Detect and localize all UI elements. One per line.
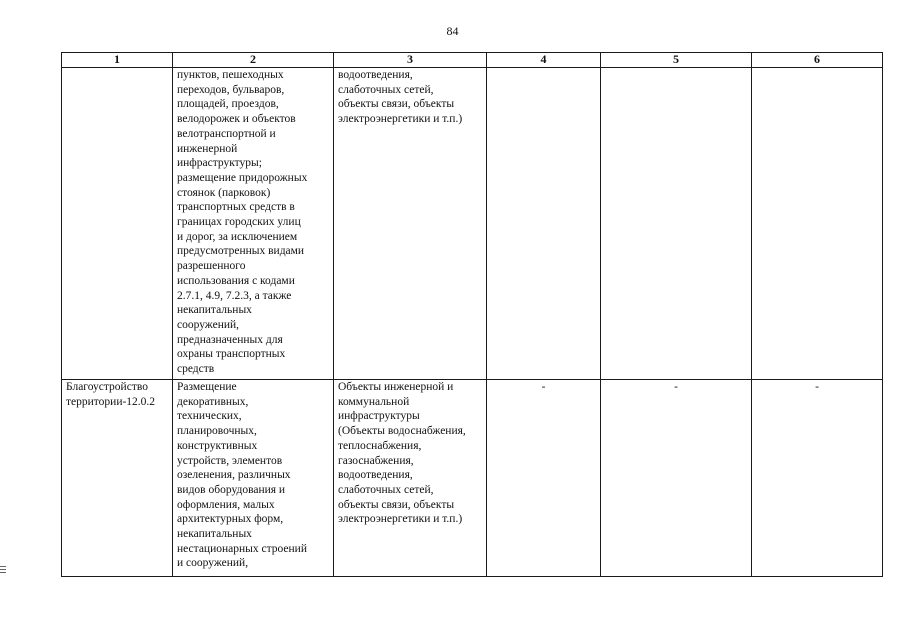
row1-col4-cell xyxy=(487,68,601,380)
land-use-type-cell: Благоустройство территории-12.0.2 xyxy=(62,380,173,577)
margin-mark xyxy=(0,566,6,575)
column-header-4: 4 xyxy=(487,53,601,68)
row1-col1-cell xyxy=(62,68,173,380)
row2-col6-dash: - xyxy=(752,380,883,577)
row2-col4-dash: - xyxy=(487,380,601,577)
page-number: 84 xyxy=(446,24,459,38)
table-header-row xyxy=(62,53,883,68)
row1-col3-cell: водоотведения, слаботочных сетей, объекты связи, объекты электроэнергетики и т.п.) xyxy=(334,68,487,380)
row1-col5-cell xyxy=(601,68,752,380)
infrastructure-objects-cell: Объекты инженерной и коммунальной инфраструктуры (Объекты водоснабжения, теплоснабжения, газоснабжения, водоотведения, слаботочных сетей, объекты связи, объекты электроэнергетики и т.п.) xyxy=(334,380,487,577)
document-table xyxy=(61,52,883,577)
row1-col2-cell: пунктов, пешеходных переходов, бульваров, площадей, проездов, велодорожек и объектов велотранспортной и инженерной инфраструктуры; размещение придорожных стоянок (парковок) транспортных средств в границах городских улиц и дорог, за исключением предусмотренных видами разрешенного использования с кодами 2.7.1, 4.9, 7.2.3, а также некапитальных сооружений, предназначенных для охраны транспортных средств xyxy=(173,68,334,380)
column-header-3: 3 xyxy=(334,53,487,68)
column-header-6: 6 xyxy=(752,53,883,68)
row1-col6-cell xyxy=(752,68,883,380)
column-header-1: 1 xyxy=(62,53,173,68)
column-header-5: 5 xyxy=(601,53,752,68)
table-row xyxy=(62,68,883,380)
column-header-2: 2 xyxy=(173,53,334,68)
table-row xyxy=(62,380,883,577)
row2-col5-dash: - xyxy=(601,380,752,577)
land-use-description-cell: Размещение декоративных, технических, планировочных, конструктивных устройств, элементов озеленения, различных видов оборудования и оформления, малых архитектурных форм, некапитальных нестационарных строений и сооружений, xyxy=(173,380,334,577)
